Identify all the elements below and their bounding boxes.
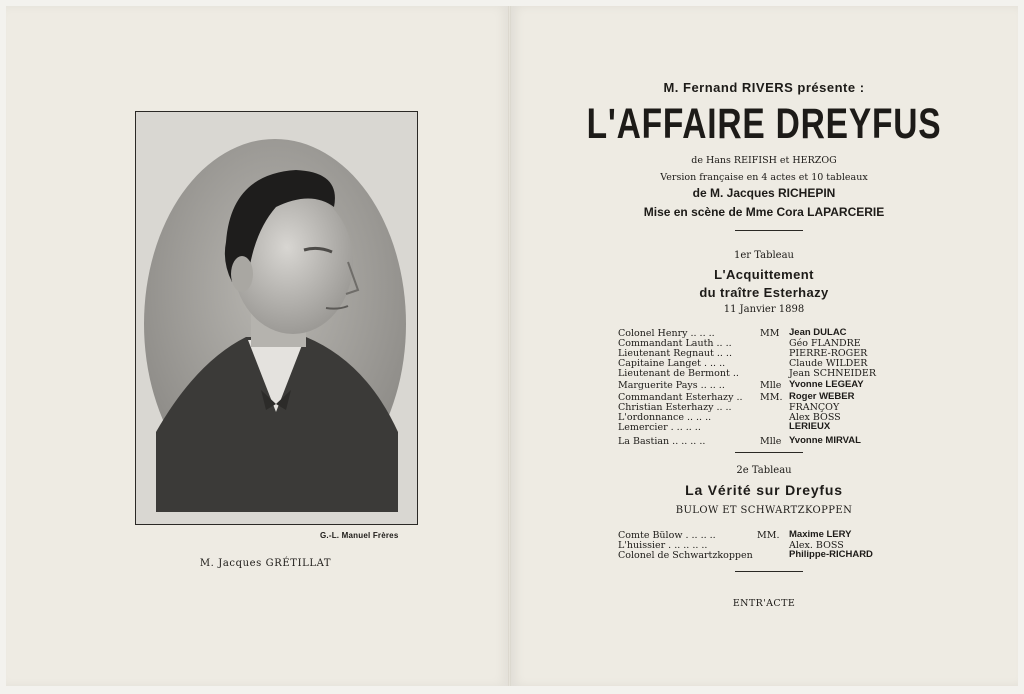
- cast-role: Lieutenant de Bermont ..: [618, 368, 739, 379]
- cast-role: Comte Bülow . .. .. ..: [618, 530, 716, 541]
- cast-title: MM.: [757, 530, 780, 541]
- tableau1-number: 1er Tableau: [733, 250, 794, 261]
- tableau1-title-line1: L'Acquittement: [714, 267, 814, 282]
- divider: [735, 452, 803, 453]
- cast-actor: Yvonne LEGEAY: [789, 379, 864, 390]
- cast-role: Commandant Lauth .. ..: [618, 338, 732, 349]
- cast-title: Mlle: [760, 436, 782, 447]
- tableau1-title-line2: du traître Esterhazy: [699, 285, 829, 300]
- cast-role: Lemercier . .. .. ..: [618, 422, 701, 433]
- entracte: ENTR'ACTE: [732, 598, 796, 609]
- authors-line: de Hans REIFISH et HERZOG: [691, 155, 837, 166]
- cast-actor: Maxime LERY: [789, 529, 852, 540]
- tableau1-date: 11 Janvier 1898: [723, 304, 805, 315]
- tableau2-number: 2e Tableau: [736, 465, 792, 476]
- cast-role: Lieutenant Regnaut .. ..: [618, 348, 732, 359]
- director-line: Mise en scène de Mme Cora LAPARCERIE: [643, 205, 885, 219]
- presenter-line: M. Fernand RIVERS présente :: [663, 80, 865, 95]
- cast-actor: FRANÇOY: [789, 402, 840, 413]
- cast-title: MM: [760, 328, 780, 339]
- cast-role: Commandant Esterhazy ..: [618, 392, 743, 403]
- cast-actor: LERIEUX: [789, 421, 831, 432]
- photo-credit: G.-L. Manuel Frères: [320, 531, 399, 540]
- cast-actor: PIERRE-ROGER: [789, 348, 868, 359]
- cast-actor: Géo FLANDRE: [789, 338, 861, 349]
- play-title: L'AFFAIRE DREYFUS: [586, 100, 942, 148]
- tableau2-title: La Vérité sur Dreyfus: [685, 482, 843, 498]
- cast-title: Mlle: [760, 380, 782, 391]
- cast-actor: Jean DULAC: [789, 327, 847, 338]
- page-fold: [508, 6, 511, 686]
- cast-role: Capitaine Langet . .. ..: [618, 358, 726, 369]
- cast-actor: Roger WEBER: [789, 391, 855, 402]
- cast-actor: Philippe-RICHARD: [789, 549, 873, 560]
- divider: [735, 230, 803, 231]
- cast-actor: Yvonne MIRVAL: [789, 435, 861, 446]
- version-line: Version française en 4 actes et 10 tableaux: [660, 172, 868, 183]
- cast-title: MM.: [760, 392, 783, 403]
- cast-role: Marguerite Pays .. .. ..: [618, 380, 725, 391]
- photo-caption: M. Jacques GRÉTILLAT: [199, 558, 332, 569]
- cast-role: Colonel de Schwartzkoppen: [618, 550, 753, 561]
- cast-role: L'huissier . .. .. .. ..: [618, 540, 708, 551]
- cast-actor: Jean SCHNEIDER: [789, 368, 876, 379]
- tableau2-subtitle: BULOW ET SCHWARTZKOPPEN: [675, 505, 853, 516]
- portrait-photo-drawing: [136, 112, 417, 524]
- cast-actor: Alex. BOSS: [789, 540, 844, 551]
- cast-actor: Alex BOSS: [789, 412, 841, 423]
- divider: [735, 571, 803, 572]
- cast-role: L'ordonnance .. .. ..: [618, 412, 712, 423]
- cast-actor: Claude WILDER: [789, 358, 868, 369]
- cast-role: Christian Esterhazy .. ..: [618, 402, 732, 413]
- cast-role: La Bastian .. .. .. ..: [618, 436, 706, 447]
- cast-role: Colonel Henry .. .. ..: [618, 328, 715, 339]
- portrait-photo: [135, 111, 418, 525]
- translator-line: de M. Jacques RICHEPIN: [692, 186, 836, 200]
